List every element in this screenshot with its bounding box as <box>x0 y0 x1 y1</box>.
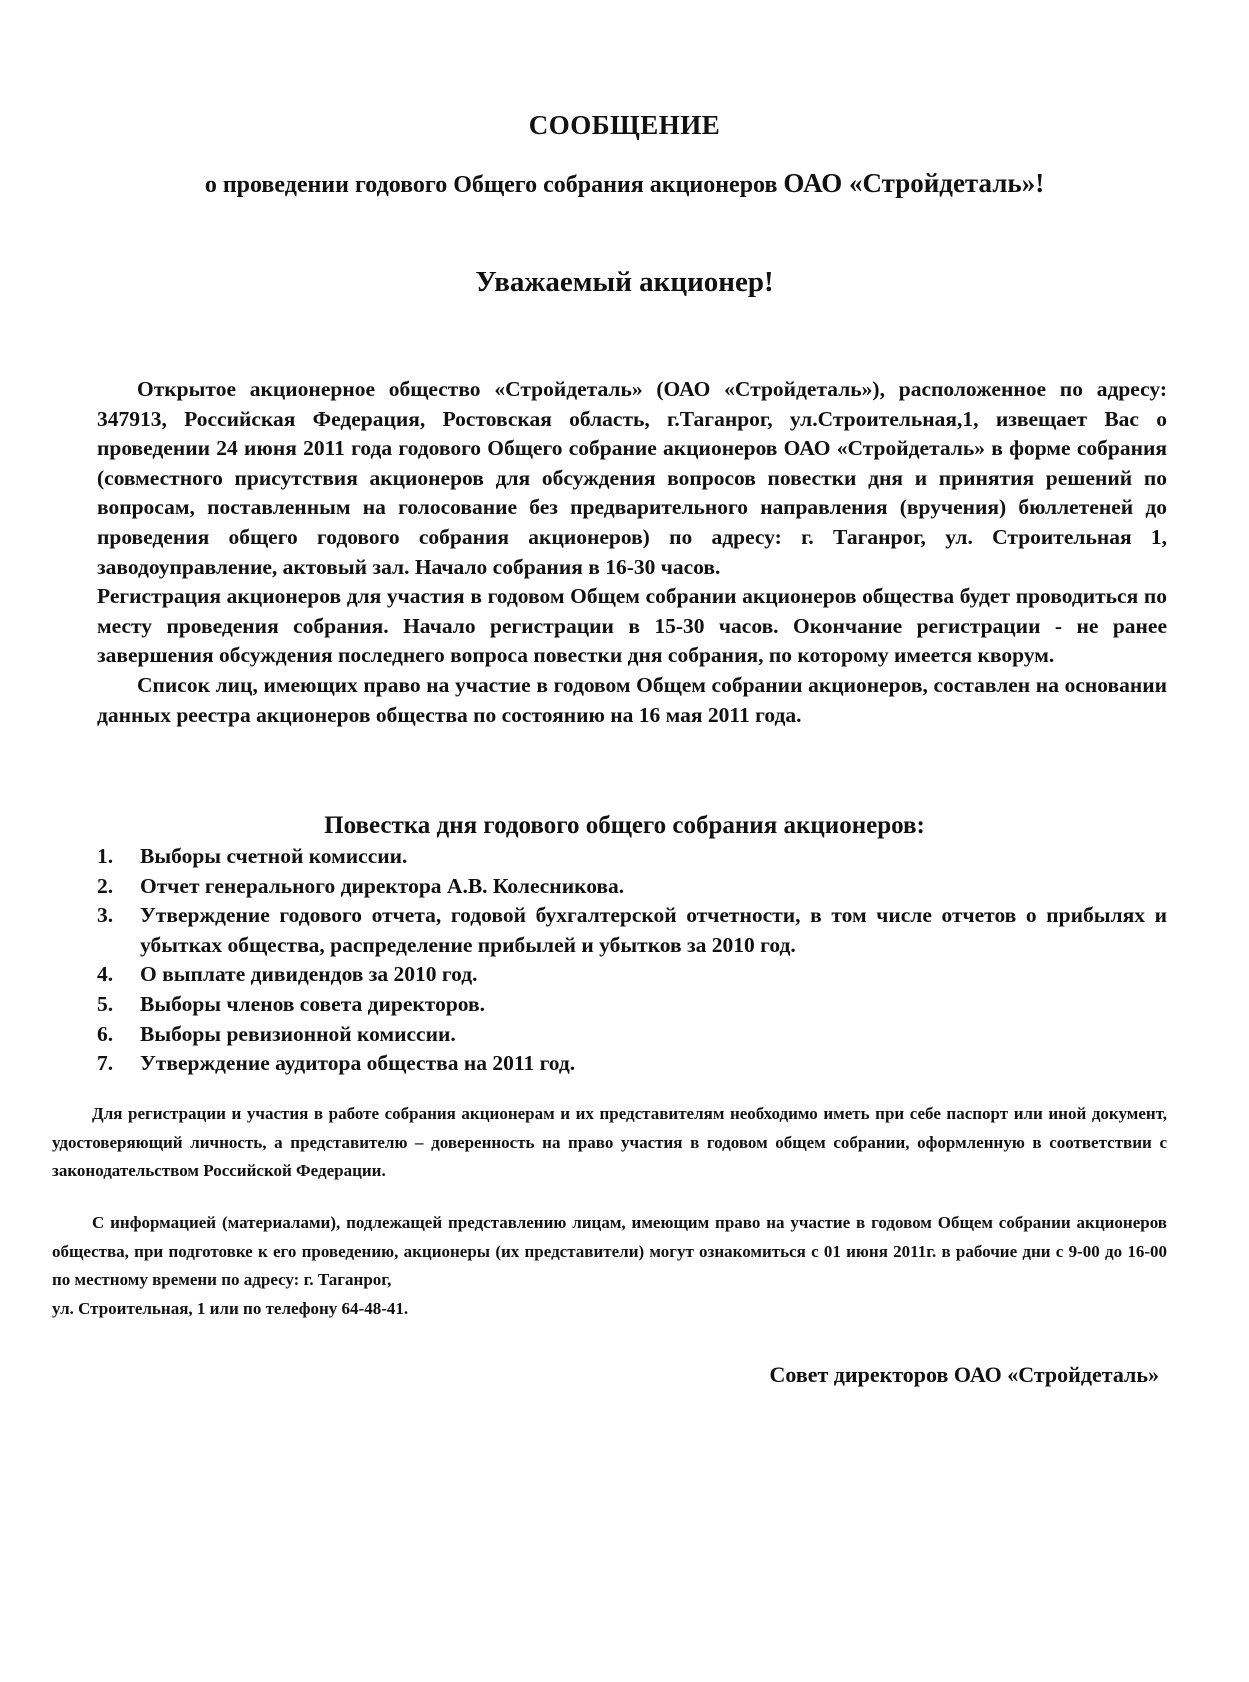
agenda-item <box>97 1020 1167 1050</box>
agenda-item-number: 2. <box>97 873 114 898</box>
info-note-text: С информацией (материалами), подлежащей представлению лицам, имеющим право на участие в годовом Общем собрании акционеров общества, при подготовке к его проведению, акционеры (их представители) могут ознакомиться с 01 июня 2011г. в рабочие дни с 9-00 до 16-00 по местному времени по адресу: г. Таганрог, <box>52 1213 1167 1289</box>
document-title: СООБЩЕНИЕ <box>528 110 721 140</box>
agenda-item-number: 4. <box>97 962 114 987</box>
agenda-item-number: 1. <box>97 844 114 868</box>
agenda-item-number: 3. <box>97 903 114 928</box>
agenda-list <box>97 842 1167 1079</box>
paragraph-registration: Регистрация акционеров для участия в годовом Общем собрании акционеров общества будет проводиться по месту проведения собрания. Начало регистрации в 15-30 часов. Окончание регистрации - не ранее завершения обсуждения последнего вопроса повестки дня собрания, по которому имеется кворум. <box>97 584 1167 668</box>
agenda-item-number: 7. <box>97 1051 114 1076</box>
document-subtitle <box>0 168 1249 199</box>
agenda-item-number: 5. <box>97 991 114 1016</box>
greeting: Уважаемый акционер! <box>475 266 774 298</box>
agenda-item-text: Утверждение аудитора общества на 2011 год. <box>140 1051 576 1076</box>
body-text <box>97 375 1167 730</box>
subtitle-prefix: о проведении годового Общего собрания акционеров <box>204 172 784 198</box>
documents-note-text: Для регистрации и участия в работе собрания акционерам и их представителям необходимо иметь при себе паспорт или иной документ, удостоверяющий личность, а представителю – доверенность на право участия в годовом общем собрании, оформленную в соответствии с законодательством Российской Федерации. <box>52 1104 1167 1180</box>
paragraph-main: Открытое акционерное общество «Стройдеталь» (ОАО «Стройдеталь»), расположенное по адресу: 347913, Российская Федерация, Ростовская область, г.Таганрог, ул.Строительная,1, извещает Вас о проведении 24 июня 2011 года годового Общего собрание акционеров ОАО «Стройдеталь» в форме собрания (совместного присутствия акционеров для обсуждения вопросов повестки дня и принятия решений по вопросам, поставленным на голосование без предварительного направления (вручения) бюллетеней до проведения общего годового собрания акционеров) по адресу: г. Таганрог, ул. Строительная 1, заводоуправление, актовый зал. Начало собрания в 16-30 часов. <box>97 377 1167 579</box>
paragraph-list: Список лиц, имеющих право на участие в годовом Общем собрании акционеров, составлен на основании данных реестра акционеров общества по состоянию на 16 мая 2011 года. <box>97 672 1167 727</box>
agenda-item-text: Отчет генерального директора А.В. Колесникова. <box>140 873 625 898</box>
agenda-item <box>97 990 1167 1020</box>
subtitle-company: ОАО «Стройдеталь»! <box>783 168 1045 198</box>
agenda-item-text: Выборы ревизионной комиссии. <box>140 1021 456 1046</box>
info-note-address: ул. Строительная, 1 или по телефону 64-48-41. <box>52 1298 409 1318</box>
agenda-item-text: Выборы счетной комиссии. <box>140 844 408 868</box>
agenda-item <box>97 872 1167 902</box>
signature: Совет директоров ОАО «Стройдеталь» <box>769 1362 1159 1387</box>
agenda-heading: Повестка дня годового общего собрания акционеров: <box>324 812 925 839</box>
agenda-item-text: О выплате дивидендов за 2010 год. <box>140 962 478 987</box>
agenda-item-text: Утверждение годового отчета, годовой бухгалтерской отчетности, в том числе отчетов о прибылях и убытках общества, распределение прибылей и убытков за 2010 год. <box>140 903 1167 957</box>
agenda-item <box>97 1049 1167 1079</box>
agenda-item-text: Выборы членов совета директоров. <box>140 991 485 1016</box>
agenda-item <box>97 960 1167 990</box>
agenda-item <box>97 901 1167 960</box>
agenda-item <box>97 842 1167 872</box>
agenda-item-number: 6. <box>97 1021 114 1046</box>
info-note <box>52 1209 1167 1323</box>
documents-note <box>52 1100 1167 1186</box>
